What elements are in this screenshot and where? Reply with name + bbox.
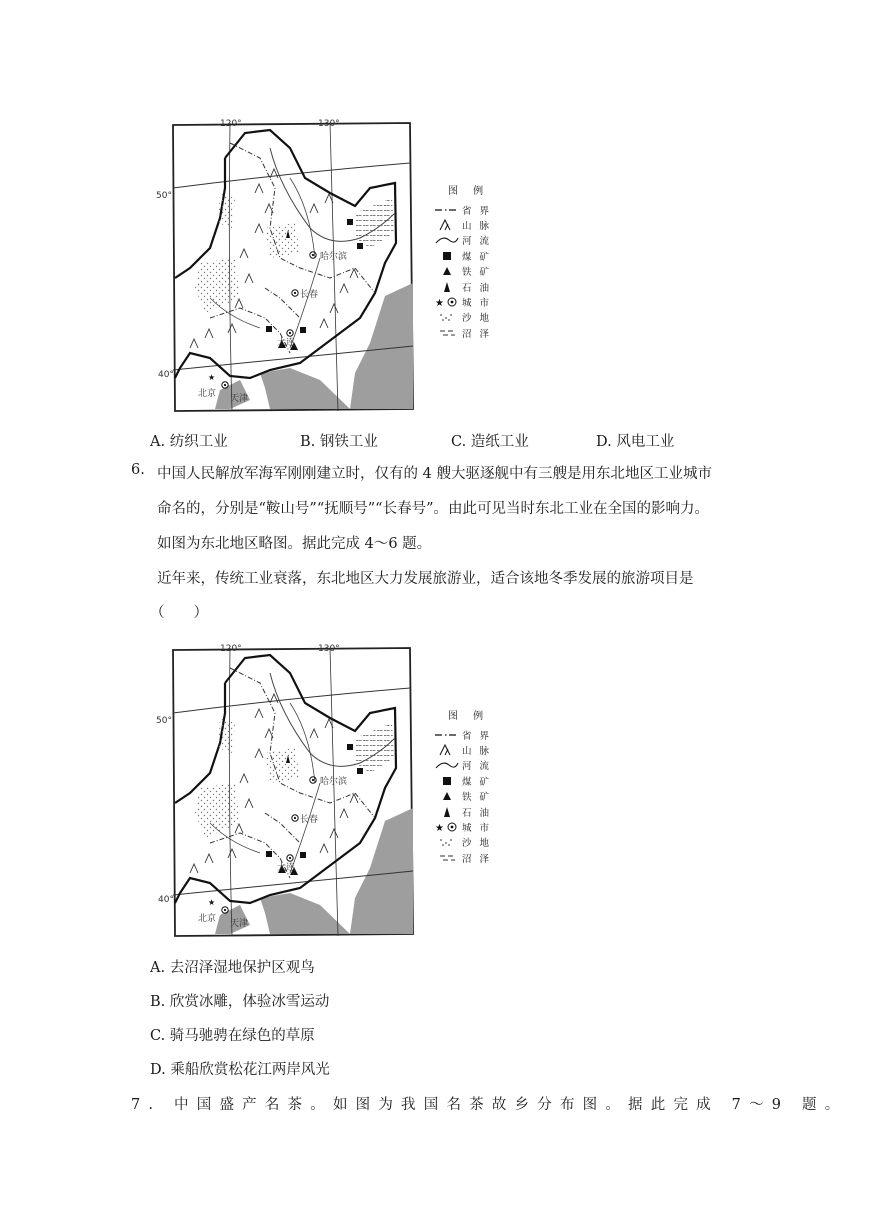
q5-option-c[interactable]: C. 造纸工业 xyxy=(451,434,529,450)
city-label-beijing: 北京 xyxy=(198,914,217,924)
svg-text:★: ★ xyxy=(208,898,216,907)
river-icon xyxy=(432,759,462,771)
svg-text:★: ★ xyxy=(435,823,444,835)
legend-title: 图 例 xyxy=(448,711,490,722)
lon-label-130: 130° xyxy=(318,644,340,654)
city-label-harbin: 哈尔滨 xyxy=(320,252,348,262)
mountain-icon xyxy=(432,219,462,231)
q6-number: 6. xyxy=(131,462,145,478)
city-icon xyxy=(432,296,462,308)
legend-item: 铁矿 xyxy=(432,789,512,804)
map-drawing xyxy=(156,643,415,938)
northeast-map-2 xyxy=(156,643,510,931)
legend-item: 煤矿 xyxy=(432,248,512,263)
sand-icon xyxy=(432,311,462,323)
lat-label-40: 40° xyxy=(158,895,174,905)
legend-item: 河流 xyxy=(432,233,512,248)
oil-derrick-icon xyxy=(432,281,462,293)
legend-item: 沙地 xyxy=(432,310,512,325)
province-boundary-icon xyxy=(432,204,462,216)
q6-stem-line4: 近年来，传统工业衰落，东北地区大力发展旅游业，适合该地冬季发展的旅游项目是 xyxy=(157,571,694,587)
lat-label-50: 50° xyxy=(156,191,172,201)
river-icon xyxy=(432,234,462,246)
legend-item: ★ 城市 xyxy=(432,819,512,834)
q7-stem: 7. 中国盛产名茶。如图为我国名茶故乡分布图。据此完成 7～9 题。 xyxy=(131,1097,848,1113)
iron-triangle-icon xyxy=(432,790,462,802)
q5-option-a[interactable]: A. 纺织工业 xyxy=(150,434,228,450)
city-label-changchun: 长春 xyxy=(300,290,319,300)
city-label-harbin: 哈尔滨 xyxy=(320,777,348,787)
legend-item: 石油 xyxy=(432,804,512,819)
lon-label-120: 120° xyxy=(220,644,242,654)
q6-option-a[interactable]: A. 去沼泽湿地保护区观鸟 xyxy=(150,960,315,976)
legend-item: 煤矿 xyxy=(432,773,512,788)
q6-answer-blank: （ ） xyxy=(150,605,208,621)
legend-item: 铁矿 xyxy=(432,264,512,279)
q6-stem-line3: 如图为东北地区略图。据此完成 4～6 题。 xyxy=(157,536,432,552)
city-label-dalian: 大连 xyxy=(277,863,296,873)
legend-item: 山脉 xyxy=(432,217,512,232)
coal-square-icon xyxy=(432,775,462,787)
city-label-tianjin: 天津 xyxy=(230,394,249,404)
city-label-changchun: 长春 xyxy=(300,815,319,825)
legend-item: 省界 xyxy=(432,727,512,742)
q6-option-c[interactable]: C. 骑马驰骋在绿色的草原 xyxy=(150,1028,315,1044)
legend-item: 山脉 xyxy=(432,742,512,757)
legend-item: 省界 xyxy=(432,202,512,217)
map-legend xyxy=(432,707,512,866)
city-label-tianjin: 天津 xyxy=(230,919,249,929)
svg-text:★: ★ xyxy=(208,373,216,382)
map-drawing xyxy=(156,118,415,413)
lat-label-50: 50° xyxy=(156,716,172,726)
map-legend xyxy=(432,182,512,341)
city-label-beijing: 北京 xyxy=(198,389,217,399)
legend-item: 石油 xyxy=(432,279,512,294)
iron-triangle-icon xyxy=(432,265,462,277)
marsh-icon xyxy=(432,852,462,864)
svg-text:★: ★ xyxy=(435,298,444,310)
sand-icon xyxy=(432,836,462,848)
q6-stem-line2: 命名的，分别是“鞍山号”“抚顺号”“长春号”。由此可见当时东北工业在全国的影响力。 xyxy=(157,501,709,517)
legend-title: 图 例 xyxy=(448,186,490,197)
q6-option-d[interactable]: D. 乘船欣赏松花江两岸风光 xyxy=(150,1062,330,1078)
marsh-icon xyxy=(432,327,462,339)
q6-stem-line1: 中国人民解放军海军刚刚建立时，仅有的 4 艘大驱逐舰中有三艘是用东北地区工业城市 xyxy=(157,466,712,482)
q5-option-b[interactable]: B. 钢铁工业 xyxy=(300,434,378,450)
mountain-icon xyxy=(432,744,462,756)
city-icon xyxy=(432,821,462,833)
oil-derrick-icon xyxy=(432,806,462,818)
northeast-map-1 xyxy=(156,118,510,406)
lon-label-130: 130° xyxy=(318,119,340,129)
city-label-dalian: 大连 xyxy=(277,338,296,348)
legend-item: ★ 城市 xyxy=(432,294,512,309)
legend-item: 沼泽 xyxy=(432,325,512,340)
province-boundary-icon xyxy=(432,729,462,741)
lon-label-120: 120° xyxy=(220,119,242,129)
legend-item: 沙地 xyxy=(432,835,512,850)
q6-option-b[interactable]: B. 欣赏冰雕，体验冰雪运动 xyxy=(150,994,330,1010)
legend-item: 沼泽 xyxy=(432,850,512,865)
legend-item: 河流 xyxy=(432,758,512,773)
lat-label-40: 40° xyxy=(158,370,174,380)
q5-option-d[interactable]: D. 风电工业 xyxy=(596,434,675,450)
coal-square-icon xyxy=(432,250,462,262)
